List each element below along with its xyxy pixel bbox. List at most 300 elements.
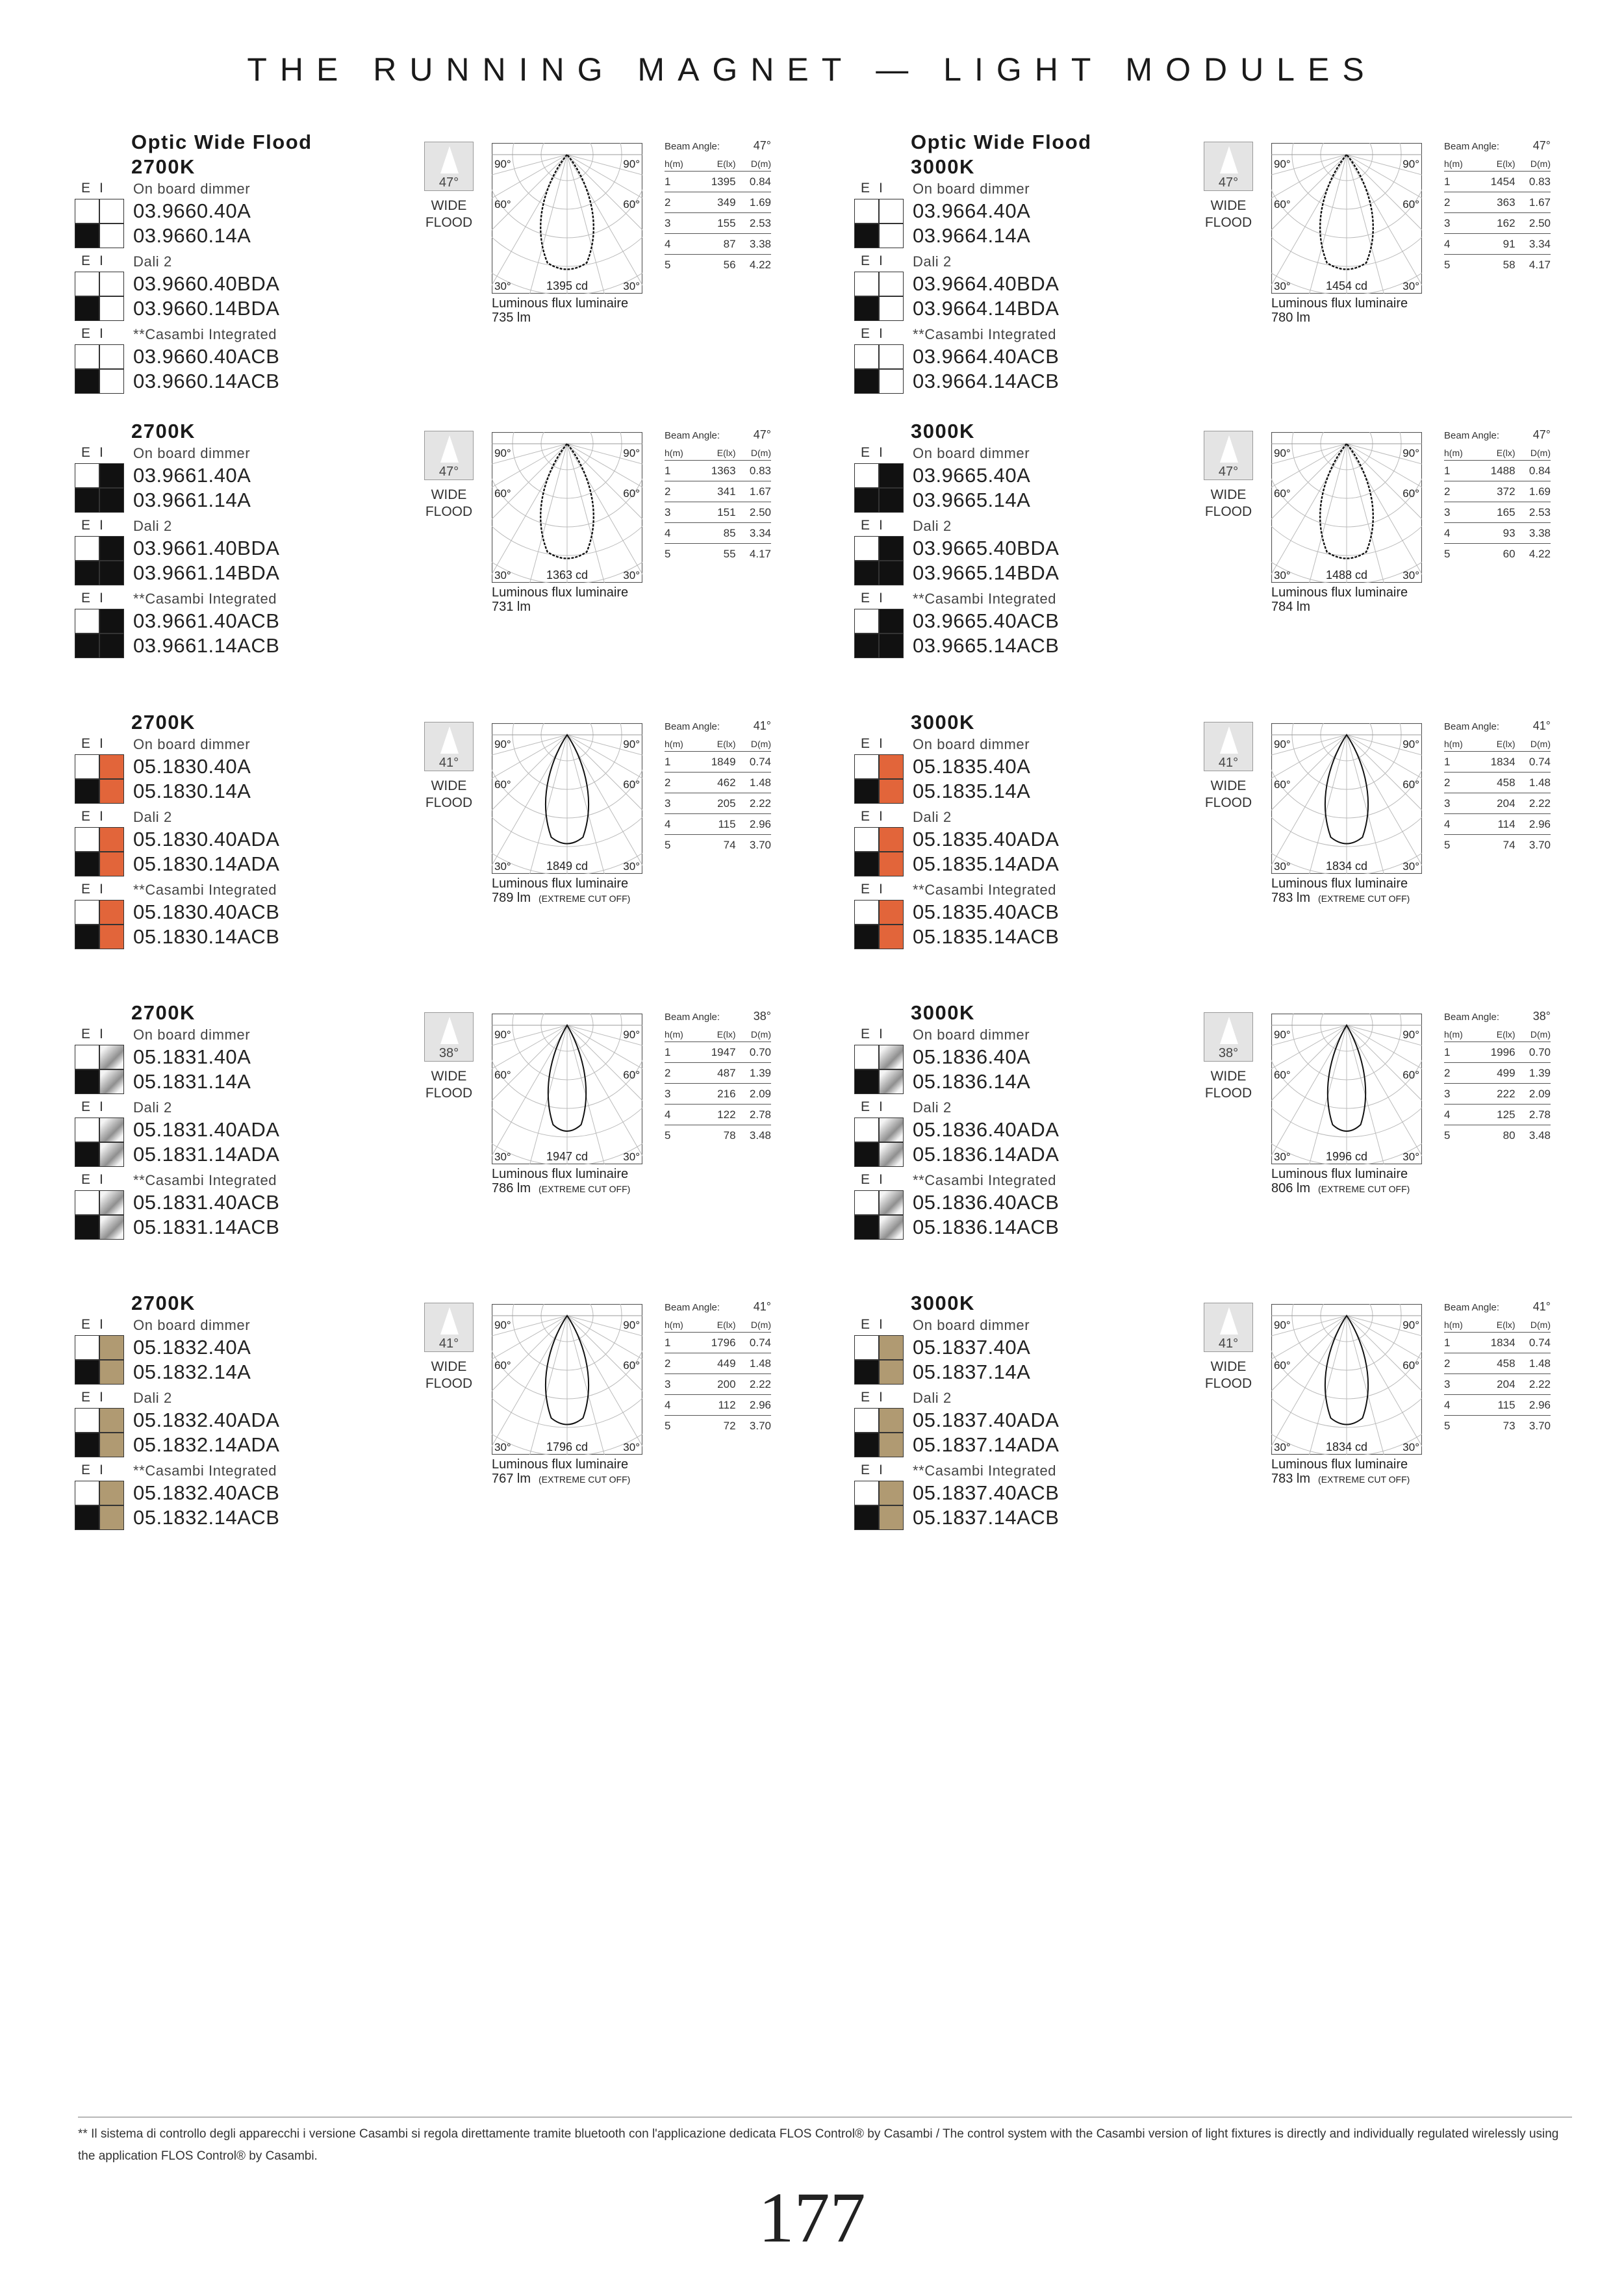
ei-labels — [81, 518, 120, 533]
table-cell: 1395 — [695, 172, 735, 192]
finish-swatch-pair — [854, 1505, 905, 1530]
photometric-table — [665, 428, 771, 564]
table-cell: 3 — [665, 793, 695, 814]
heading-line: 3000K — [911, 420, 975, 442]
luminous-flux-value: 806 lm — [1271, 1181, 1311, 1195]
i-label: I — [99, 809, 103, 824]
table-cell: 0.74 — [1516, 1333, 1551, 1353]
column-header: D(m) — [1516, 1318, 1551, 1333]
table-row — [665, 773, 771, 793]
table-cell: 1.48 — [1516, 773, 1551, 793]
table-row — [665, 752, 771, 773]
beam-angle-value: 38° — [753, 1010, 771, 1023]
table-cell: 2.96 — [1516, 1395, 1551, 1416]
finish-swatch-pair — [854, 344, 905, 369]
finish-swatch-body — [879, 296, 904, 321]
finish-swatch-pair — [854, 369, 905, 394]
angle-label-30-right: 30° — [1402, 569, 1419, 581]
badge-angle: 47° — [1218, 465, 1239, 479]
finish-swatch-body — [879, 925, 904, 949]
finish-swatch-body — [879, 199, 904, 224]
luminous-flux-value: 786 lm — [492, 1181, 531, 1195]
finish-swatch-pair — [75, 1505, 125, 1530]
finish-swatch-frame — [854, 633, 879, 658]
finish-swatch-body — [99, 1360, 124, 1385]
finish-swatch-pair — [75, 463, 125, 488]
finish-swatch-frame — [75, 463, 99, 488]
table-cell: 1996 — [1475, 1042, 1515, 1063]
table-cell: 80 — [1503, 1129, 1516, 1142]
finish-swatch-pair — [75, 633, 125, 658]
table-cell: 151 — [695, 502, 735, 523]
table-cell: 2.96 — [736, 814, 771, 835]
column-header: E(lx) — [1475, 737, 1515, 752]
finish-swatch-frame — [75, 344, 99, 369]
ei-labels — [861, 326, 900, 342]
product-code: 03.9664.40ACB — [913, 345, 1059, 368]
finish-swatch-body — [99, 1481, 124, 1505]
e-label: E — [861, 518, 870, 533]
ei-labels — [81, 181, 120, 196]
finish-swatch-body — [99, 1069, 124, 1094]
angle-label-60-left: 60° — [1274, 198, 1291, 211]
product-code: 05.1831.40A — [133, 1045, 251, 1068]
table-cell: 0.74 — [736, 752, 771, 773]
group-label: **Casambi Integrated — [913, 1463, 1057, 1479]
finish-swatch-body — [879, 463, 904, 488]
beam-angle-label: Beam Angle: — [665, 721, 720, 732]
group-label: On board dimmer — [133, 736, 251, 752]
illuminance-table — [1444, 1318, 1551, 1436]
finish-swatch-body — [879, 224, 904, 248]
group-label: On board dimmer — [913, 1027, 1030, 1043]
product-section — [854, 1001, 1624, 1280]
finish-swatch-frame — [75, 1118, 99, 1142]
beam-type — [1192, 198, 1265, 231]
beam-type — [1192, 1068, 1265, 1102]
i-label: I — [99, 253, 103, 268]
product-code: 03.9660.40BDA — [133, 272, 280, 295]
table-row — [665, 1353, 771, 1374]
group-label: **Casambi Integrated — [913, 882, 1057, 898]
finish-swatch-body — [99, 561, 124, 585]
photometric-table — [1444, 428, 1551, 564]
finish-swatch-frame — [75, 488, 99, 513]
column-header: E(lx) — [695, 737, 735, 752]
ei-labels — [81, 1027, 120, 1042]
table-row — [665, 1416, 771, 1437]
e-label: E — [81, 1027, 91, 1041]
table-cell: 0.70 — [736, 1042, 771, 1063]
finish-swatch-frame — [854, 488, 879, 513]
angle-label-60-left: 60° — [494, 1359, 511, 1372]
table-cell: 0.74 — [736, 1333, 771, 1353]
i-label: I — [879, 181, 883, 196]
angle-label-90-left: 90° — [1274, 447, 1291, 459]
beam-angle-row — [665, 1010, 771, 1023]
angle-label-90-left: 90° — [494, 1319, 511, 1331]
finish-swatch-body — [879, 1360, 904, 1385]
table-row — [1444, 1063, 1551, 1084]
finish-swatch-body — [879, 1335, 904, 1360]
angle-label-90-left: 90° — [494, 158, 511, 170]
finish-swatch-body — [99, 1215, 124, 1240]
finish-swatch-body — [879, 561, 904, 585]
table-header-row — [1444, 157, 1551, 172]
i-label: I — [99, 518, 103, 533]
finish-swatch-pair — [75, 344, 125, 369]
table-row — [1444, 752, 1551, 773]
product-code: 03.9665.40BDA — [913, 537, 1059, 559]
table-cell: 2.50 — [1516, 213, 1551, 234]
e-label: E — [861, 326, 870, 341]
finish-swatch-pair — [75, 1433, 125, 1457]
beam-type — [412, 778, 485, 811]
cutoff-note: (EXTREME CUT OFF) — [1318, 1474, 1410, 1485]
photometric-table — [665, 139, 771, 275]
finish-swatch-body — [99, 852, 124, 876]
finish-swatch-pair — [854, 1481, 905, 1505]
column-header: h(m) — [665, 446, 695, 461]
angle-label-90-right: 90° — [1402, 447, 1419, 459]
product-code: 05.1836.40ADA — [913, 1118, 1059, 1141]
e-label: E — [81, 1463, 91, 1477]
luminous-flux-value: 783 lm — [1271, 1472, 1311, 1486]
table-row — [1444, 814, 1551, 835]
illuminance-table — [665, 1318, 771, 1436]
table-cell: 165 — [1475, 502, 1515, 523]
cutoff-note: (EXTREME CUT OFF) — [539, 1474, 631, 1485]
angle-label-30-right: 30° — [623, 860, 640, 873]
luminous-flux-label: Luminous flux luminaire — [1271, 876, 1408, 891]
heading-line: 3000K — [911, 1001, 975, 1024]
luminous-flux-caption — [1271, 1167, 1410, 1196]
table-cell: 3 — [665, 1374, 695, 1395]
finish-swatch-frame — [854, 609, 879, 633]
table-cell: 0.84 — [736, 172, 771, 192]
product-code: 03.9660.14A — [133, 224, 251, 247]
e-label: E — [81, 1317, 91, 1332]
finish-swatch-body — [99, 609, 124, 633]
angle-label-90-right: 90° — [1402, 1319, 1419, 1331]
luminous-flux-label: Luminous flux luminaire — [492, 1457, 629, 1472]
column-header: D(m) — [1516, 157, 1551, 172]
finish-swatch-frame — [854, 1481, 879, 1505]
heading-line: 2700K — [131, 155, 196, 178]
table-cell: 115 — [1475, 1395, 1515, 1416]
finish-swatch-pair — [75, 536, 125, 561]
ei-labels — [81, 253, 120, 269]
column-header: E(lx) — [1475, 157, 1515, 172]
group-label: **Casambi Integrated — [133, 882, 277, 898]
table-cell: 4 — [1444, 1395, 1475, 1416]
angle-label-30-left: 30° — [494, 569, 511, 581]
table-cell: 2.22 — [736, 1374, 771, 1395]
finish-swatch-pair — [854, 754, 905, 779]
cone-shape — [440, 726, 459, 754]
product-code: 03.9661.14BDA — [133, 561, 280, 584]
finish-swatch-body — [879, 1190, 904, 1215]
table-cell: 3.48 — [749, 1129, 771, 1142]
angle-label-90-right: 90° — [623, 738, 640, 750]
table-cell: 5 — [1444, 1129, 1451, 1142]
luminous-flux-value: 784 lm — [1271, 600, 1311, 614]
ei-labels — [861, 1027, 900, 1042]
table-row — [1444, 523, 1551, 544]
ei-labels — [81, 445, 120, 461]
illuminance-table — [665, 157, 771, 275]
finish-swatch-pair — [854, 1190, 905, 1215]
product-code: 03.9661.40BDA — [133, 537, 280, 559]
finish-swatch-frame — [854, 561, 879, 585]
i-label: I — [99, 591, 103, 606]
heading-line: 3000K — [911, 711, 975, 734]
finish-swatch-frame — [75, 827, 99, 852]
angle-label-60-right: 60° — [1402, 487, 1419, 500]
finish-swatch-pair — [75, 754, 125, 779]
product-code: 05.1835.14A — [913, 780, 1031, 802]
table-cell: 4 — [1444, 814, 1475, 835]
finish-swatch-body — [879, 1433, 904, 1457]
beam-type-flood: FLOOD — [1204, 1086, 1252, 1101]
beam-angle-row — [665, 1300, 771, 1314]
e-label: E — [81, 1099, 91, 1114]
group-label: Dali 2 — [133, 518, 172, 534]
luminous-flux-caption — [492, 1167, 630, 1196]
finish-swatch-frame — [75, 779, 99, 804]
table-cell: 372 — [1475, 481, 1515, 502]
group-label: On board dimmer — [913, 1317, 1030, 1333]
table-cell: 122 — [695, 1105, 735, 1125]
angle-label-60-right: 60° — [1402, 778, 1419, 791]
heading-line: 2700K — [131, 420, 196, 442]
table-row — [1444, 835, 1551, 856]
peak-intensity-label: 1947 cd — [546, 1150, 589, 1163]
finish-swatch-pair — [854, 296, 905, 321]
i-label: I — [99, 1317, 103, 1332]
luminous-flux-label: Luminous flux luminaire — [492, 296, 629, 311]
finish-swatch-pair — [75, 224, 125, 248]
i-label: I — [99, 1027, 103, 1041]
luminous-flux-caption — [1271, 876, 1410, 906]
e-label: E — [861, 1027, 870, 1041]
product-code: 05.1832.14A — [133, 1361, 251, 1383]
finish-swatch-pair — [75, 609, 125, 633]
table-cell: 155 — [695, 213, 735, 234]
table-cell: 1 — [665, 172, 695, 192]
peak-intensity-label: 1996 cd — [1325, 1150, 1368, 1163]
angle-label-30-left: 30° — [494, 1441, 511, 1453]
angle-label-60-left: 60° — [1274, 778, 1291, 791]
table-row — [1444, 461, 1551, 481]
table-cell: 1.39 — [736, 1063, 771, 1084]
finish-swatch-frame — [854, 1433, 879, 1457]
table-cell: 2 — [665, 1353, 695, 1374]
luminous-flux-value: 783 lm — [1271, 891, 1311, 905]
angle-label-90-left: 90° — [494, 1028, 511, 1041]
table-cell: 85 — [695, 523, 735, 544]
luminous-flux-label: Luminous flux luminaire — [1271, 1457, 1408, 1472]
i-label: I — [99, 882, 103, 897]
angle-label-90-right: 90° — [1402, 738, 1419, 750]
i-label: I — [99, 1390, 103, 1405]
table-cell: 74 — [723, 839, 736, 851]
ei-labels — [81, 591, 120, 606]
beam-type-wide: WIDE — [1210, 487, 1247, 502]
table-cell: 2.78 — [1516, 1105, 1551, 1125]
finish-swatch-frame — [854, 779, 879, 804]
ei-labels — [81, 1099, 120, 1115]
illuminance-table — [665, 737, 771, 855]
angle-label-30-left: 30° — [1274, 569, 1291, 581]
table-row — [1444, 192, 1551, 213]
beam-type-flood: FLOOD — [1204, 504, 1252, 519]
table-cell: 1 — [665, 1042, 695, 1063]
luminous-flux-value-line — [1271, 891, 1410, 906]
table-row — [665, 814, 771, 835]
polar-diagram — [492, 1014, 642, 1164]
angle-label-60-left: 60° — [494, 198, 511, 211]
luminous-flux-label: Luminous flux luminaire — [492, 1167, 629, 1181]
table-cell: 74 — [1503, 839, 1516, 851]
finish-swatch-pair — [854, 1069, 905, 1094]
finish-swatch-pair — [854, 1118, 905, 1142]
finish-swatch-body — [99, 1190, 124, 1215]
finish-swatch-frame — [854, 1045, 879, 1069]
badge-angle: 41° — [1218, 756, 1239, 770]
ei-labels — [861, 1099, 900, 1115]
finish-swatch-pair — [854, 925, 905, 949]
angle-label-30-left: 30° — [1274, 1151, 1291, 1163]
angle-label-90-right: 90° — [1402, 1028, 1419, 1041]
polar-chart — [492, 1014, 642, 1168]
cone-shape — [1220, 435, 1238, 463]
finish-swatch-body — [879, 754, 904, 779]
table-cell: 4.17 — [1529, 259, 1551, 271]
table-cell: 3 — [1444, 1374, 1475, 1395]
product-heading — [911, 419, 975, 444]
luminous-flux-value-line — [492, 1181, 630, 1196]
finish-swatch-frame — [854, 536, 879, 561]
product-heading — [911, 1291, 975, 1316]
photometric-table — [665, 1010, 771, 1145]
table-row — [665, 523, 771, 544]
luminous-flux-value-line — [1271, 600, 1408, 614]
table-cell: 5 — [665, 259, 671, 271]
group-label: On board dimmer — [133, 1317, 251, 1333]
finish-swatch-frame — [75, 272, 99, 296]
finish-swatch-frame — [854, 852, 879, 876]
column-header: h(m) — [665, 1318, 695, 1333]
table-row — [665, 544, 771, 565]
product-section — [854, 710, 1624, 990]
badge-angle: 38° — [438, 1046, 459, 1060]
beam-angle-value: 41° — [753, 1300, 771, 1313]
table-cell: 55 — [723, 548, 736, 560]
i-label: I — [879, 1172, 883, 1187]
table-cell: 2 — [1444, 1063, 1475, 1084]
beam-angle-row — [1444, 139, 1551, 153]
heading-line: 3000K — [911, 155, 975, 178]
luminous-flux-value-line — [492, 600, 628, 614]
cone-shape — [440, 1307, 459, 1335]
illuminance-table — [1444, 737, 1551, 855]
table-cell: 449 — [695, 1353, 735, 1374]
table-row — [1444, 1395, 1551, 1416]
product-code: 05.1830.40ACB — [133, 901, 280, 923]
beam-type-flood: FLOOD — [1204, 215, 1252, 230]
luminous-flux-label: Luminous flux luminaire — [1271, 296, 1408, 311]
product-code: 05.1831.14ADA — [133, 1143, 280, 1166]
angle-label-90-right: 90° — [623, 1028, 640, 1041]
product-code: 03.9661.14ACB — [133, 634, 280, 657]
e-label: E — [81, 809, 91, 824]
luminous-flux-caption — [1271, 1457, 1410, 1487]
table-cell: 2.78 — [736, 1105, 771, 1125]
product-code: 05.1837.40ACB — [913, 1481, 1059, 1504]
table-cell: 3.48 — [1529, 1129, 1551, 1142]
table-cell: 1834 — [1475, 1333, 1515, 1353]
group-label: **Casambi Integrated — [133, 326, 277, 342]
finish-swatch-body — [99, 1142, 124, 1167]
table-cell: 2 — [665, 1063, 695, 1084]
i-label: I — [99, 326, 103, 341]
polar-diagram — [492, 723, 642, 874]
table-row — [665, 1395, 771, 1416]
angle-label-90-right: 90° — [623, 1319, 640, 1331]
peak-intensity-label: 1834 cd — [1325, 860, 1368, 873]
luminous-flux-value-line — [492, 311, 628, 325]
ei-labels — [861, 809, 900, 824]
table-cell: 1 — [1444, 461, 1475, 481]
finish-swatch-frame — [854, 1215, 879, 1240]
finish-swatch-body — [99, 224, 124, 248]
table-cell: 0.83 — [736, 461, 771, 481]
table-cell: 56 — [723, 259, 736, 271]
angle-label-30-right: 30° — [1402, 1151, 1419, 1163]
table-header-row — [665, 737, 771, 752]
beam-angle-row — [665, 428, 771, 442]
angle-label-60-left: 60° — [494, 1069, 511, 1081]
table-cell: 3.70 — [749, 839, 771, 851]
polar-diagram — [1271, 723, 1422, 874]
angle-label-90-right: 90° — [623, 158, 640, 170]
finish-swatch-body — [879, 900, 904, 925]
photometric-table — [665, 1300, 771, 1436]
ei-labels — [861, 445, 900, 461]
finish-swatch-body — [879, 852, 904, 876]
finish-swatch-pair — [75, 925, 125, 949]
luminous-flux-label: Luminous flux luminaire — [492, 585, 629, 600]
badge-angle: 38° — [1218, 1046, 1239, 1060]
finish-swatch-pair — [854, 1408, 905, 1433]
table-row — [1444, 255, 1551, 275]
table-cell: 205 — [695, 793, 735, 814]
table-cell: 5 — [665, 1420, 671, 1432]
finish-swatch-body — [879, 1215, 904, 1240]
table-row — [1444, 234, 1551, 255]
finish-swatch-frame — [75, 900, 99, 925]
ei-labels — [861, 1463, 900, 1478]
finish-swatch-frame — [854, 369, 879, 394]
angle-label-90-left: 90° — [1274, 1028, 1291, 1041]
footnote: ** Il sistema di controllo degli apparecchi i versione Casambi si regola direttamente tramite bluetooth con l'applicazione dedicata FLOS Control® by Casambi / The control system with the Casambi version of light fixtures is directly and individually regulated wirelessly using the application FLOS Control® by Casambi. — [78, 2127, 1559, 2163]
group-label: Dali 2 — [913, 518, 952, 534]
product-code: 05.1837.40ADA — [913, 1409, 1059, 1431]
polar-diagram — [1271, 432, 1422, 583]
ei-labels — [81, 1390, 120, 1405]
product-code: 03.9664.14ACB — [913, 370, 1059, 392]
